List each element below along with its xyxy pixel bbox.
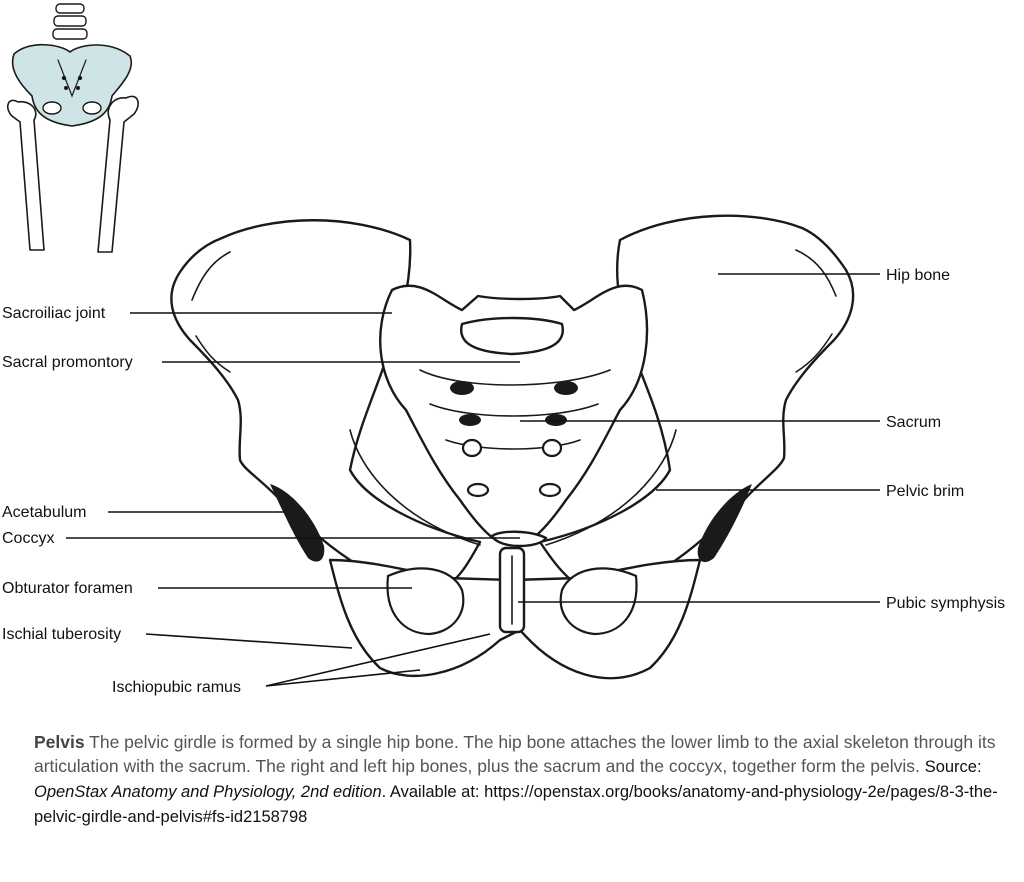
leader-ischial-tuberosity <box>146 634 352 648</box>
caption-text: The pelvic girdle is formed by a single hip bone. The hip bone attaches the lower limb to the axial skeleton through its articulation with the sacrum. The right and left hip bones, plus the sacrum and the coccyx, together form the pelvis. <box>34 732 996 776</box>
caption-title: Pelvis <box>34 732 85 752</box>
label-sacral-promontory: Sacral promontory <box>2 354 133 371</box>
pelvis-illustration <box>171 216 853 678</box>
label-sacrum: Sacrum <box>886 414 942 431</box>
label-ischiopubic-ramus: Ischiopubic ramus <box>112 679 241 696</box>
caption-source-title: OpenStax Anatomy and Physiology, 2nd edition <box>34 783 382 801</box>
caption-source-url: . Available at: https://openstax.org/books/anatomy-and-physiology-2e/pages/8-3-the-pelvic-girdle-and-pelvis#fs-id2158798 <box>34 783 998 826</box>
label-ischial-tuberosity: Ischial tuberosity <box>2 626 122 643</box>
caption-source-prefix: Source: <box>924 758 982 776</box>
pelvis-locator-inset <box>8 4 138 252</box>
label-acetabulum: Acetabulum <box>2 504 87 521</box>
label-hip-bone: Hip bone <box>886 267 951 284</box>
label-pelvic-brim: Pelvic brim <box>886 483 965 500</box>
figure-caption <box>34 730 1009 829</box>
label-obturator-foramen: Obturator foramen <box>2 580 133 597</box>
label-pubic-symphysis: Pubic symphysis <box>886 595 1006 612</box>
label-sacroiliac-joint: Sacroiliac joint <box>2 305 106 322</box>
leader-ischiopubic-ramus-b <box>266 670 420 686</box>
label-coccyx: Coccyx <box>2 530 55 547</box>
